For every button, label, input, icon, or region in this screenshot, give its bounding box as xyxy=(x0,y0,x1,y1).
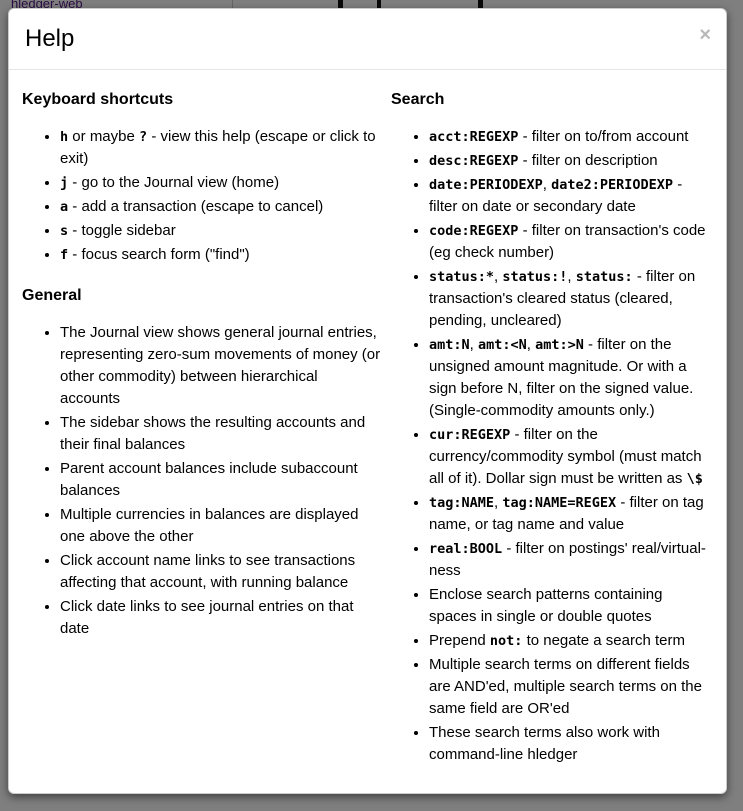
code-term: tag:NAME xyxy=(429,495,495,511)
text-run: , xyxy=(469,336,478,353)
text-run: - toggle sidebar xyxy=(68,222,176,239)
list-item xyxy=(429,150,713,172)
list-item xyxy=(60,196,381,218)
section-heading: Search xyxy=(391,91,445,108)
code-term: amt:<N xyxy=(477,337,527,353)
text-run: Multiple currencies in balances are displayed one above the other xyxy=(60,506,359,545)
code-term: amt:N xyxy=(429,337,470,353)
code-term: tag:NAME=REGEX xyxy=(502,495,617,511)
list-item xyxy=(429,630,713,652)
list-item xyxy=(429,220,713,264)
code-term: acct:REGEXP xyxy=(429,129,519,145)
code-term: \$ xyxy=(686,471,703,487)
text-run: Click account name links to see transactions affecting that account, with running balance xyxy=(60,552,356,591)
code-term: amt:>N xyxy=(535,337,584,353)
code-term: real:BOOL xyxy=(429,541,503,557)
code-term: code:REGEXP xyxy=(429,223,519,239)
text-run: - filter on description xyxy=(518,152,658,169)
help-column-left xyxy=(22,90,391,786)
text-run: , xyxy=(567,268,576,285)
list-item xyxy=(60,458,381,502)
code-term: date:PERIODEXP xyxy=(429,177,543,193)
code-term: h xyxy=(60,129,69,145)
text-run: - filter on postings' real/virtual-ness xyxy=(429,540,706,579)
list-item xyxy=(429,492,713,536)
modal-header xyxy=(9,9,726,70)
text-run: The Journal view shows general journal entries, representing zero-sum movements of money (or other commodity) between hierarchical accounts xyxy=(60,324,381,407)
text-run: Enclose search patterns containing spaces in single or double quotes xyxy=(429,586,663,625)
list-item xyxy=(60,412,381,456)
list-item xyxy=(429,126,713,148)
text-run: , xyxy=(494,268,503,285)
text-run: - filter on tag name, or tag name and value xyxy=(429,494,704,533)
code-term: s xyxy=(60,223,69,239)
text-run: - view this help (escape or click to exit) xyxy=(60,128,376,167)
list-item xyxy=(429,174,713,218)
list-item xyxy=(60,126,381,170)
code-term: status:! xyxy=(502,269,568,285)
list-item xyxy=(60,504,381,548)
text-run: - filter on transaction's cleared status (cleared, pending, uncleared) xyxy=(429,268,696,329)
section-heading: General xyxy=(22,287,82,304)
list-item xyxy=(429,334,713,422)
text-run: Multiple search terms on different fields are AND'ed, multiple search terms on the same field are OR'ed xyxy=(429,656,702,717)
list-item xyxy=(60,550,381,594)
code-term: j xyxy=(60,175,69,191)
code-term: f xyxy=(60,247,69,263)
text-run: - go to the Journal view (home) xyxy=(68,174,280,191)
code-term: cur:REGEXP xyxy=(429,427,511,443)
code-term: ? xyxy=(139,129,148,145)
text-run: - filter on date or secondary date xyxy=(429,176,683,215)
text-run: , xyxy=(542,176,552,193)
list-item xyxy=(429,722,713,766)
code-term: a xyxy=(60,199,69,215)
text-run: Prepend xyxy=(429,632,490,649)
list-item xyxy=(60,172,381,194)
text-run: to negate a search term xyxy=(522,632,685,649)
list-item xyxy=(60,596,381,640)
list-item xyxy=(60,322,381,410)
section-list xyxy=(22,322,381,640)
help-column-right xyxy=(391,90,713,786)
modal-body xyxy=(9,70,726,794)
text-run: , xyxy=(494,494,503,511)
code-term: date2:PERIODEXP xyxy=(551,177,674,193)
list-item xyxy=(429,654,713,720)
code-term: not: xyxy=(489,633,523,649)
code-term: status:* xyxy=(429,269,495,285)
section-list xyxy=(22,126,381,266)
list-item xyxy=(429,538,713,582)
text-run: - add a transaction (escape to cancel) xyxy=(68,198,324,215)
section-list xyxy=(391,126,713,766)
list-item xyxy=(60,220,381,242)
list-item xyxy=(429,266,713,332)
text-run: Click date links to see journal entries on that date xyxy=(60,598,354,637)
list-item xyxy=(429,584,713,628)
list-item xyxy=(429,424,713,490)
text-run: or maybe xyxy=(68,128,140,145)
code-term: status: xyxy=(575,269,633,285)
modal-title: Help xyxy=(25,25,75,52)
text-run: These search terms also work with command-line hledger xyxy=(429,724,660,763)
text-run: , xyxy=(526,336,536,353)
close-icon[interactable]: × xyxy=(699,24,711,46)
section-heading: Keyboard shortcuts xyxy=(22,91,174,108)
text-run: Parent account balances include subaccount balances xyxy=(60,460,358,499)
code-term: desc:REGEXP xyxy=(429,153,519,169)
help-modal xyxy=(8,8,727,794)
text-run: - filter on the unsigned amount magnitude. Or with a sign before N, filter on the signed value. (Single-commodity amounts only.) xyxy=(429,336,694,419)
text-run: - filter on transaction's code (eg check number) xyxy=(429,222,706,261)
text-run: - focus search form ("find") xyxy=(68,246,250,263)
text-run: - filter on to/from account xyxy=(518,128,689,145)
list-item xyxy=(60,244,381,266)
text-run: The sidebar shows the resulting accounts and their final balances xyxy=(60,414,366,453)
text-run: - filter on the currency/commodity symbol (must match all of it). Dollar sign must be written as xyxy=(429,426,702,487)
